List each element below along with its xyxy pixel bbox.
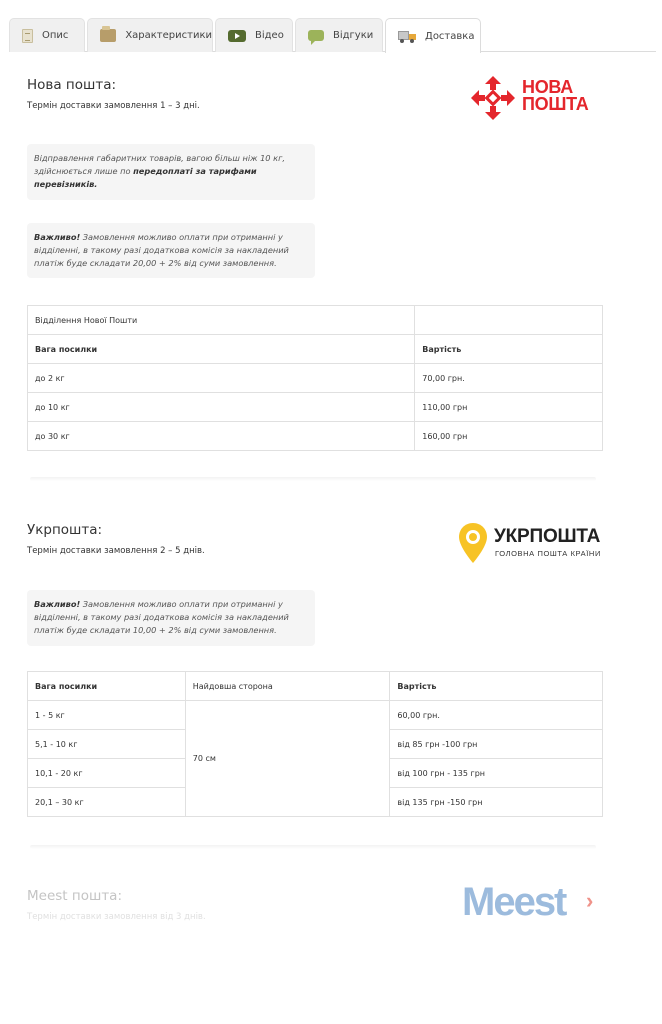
note-bold-text: Важливо! — [34, 232, 81, 242]
tab-delivery[interactable] — [385, 18, 481, 53]
video-icon — [228, 30, 246, 42]
table-row — [28, 422, 603, 451]
tab-description[interactable] — [9, 18, 85, 52]
logo-name: УКРПОШТА — [494, 526, 601, 547]
tab-characteristics[interactable] — [87, 18, 213, 52]
table-cell: 20,1 – 30 кг — [28, 788, 186, 817]
tab-label: Відео — [255, 30, 284, 41]
logo-text-line2: ПОШТА — [522, 94, 589, 114]
nova-poshta-term: Термін доставки замовлення 1 – 3 дні. — [27, 101, 200, 111]
table-cell: від 85 грн -100 грн — [390, 730, 603, 759]
logo-text-line1: НОВА — [522, 77, 573, 97]
nova-poshta-logo-icon — [470, 75, 516, 121]
comments-icon — [308, 30, 324, 41]
table-cell: 5,1 - 10 кг — [28, 730, 186, 759]
logo-text: Meest — [462, 880, 566, 924]
table-cell-longest-side: 70 см — [185, 701, 390, 817]
ukrposhta-pin-icon — [458, 522, 488, 564]
nova-poshta-note-important — [27, 223, 315, 278]
table-cell — [415, 306, 603, 335]
meest-title: Meest пошта: — [27, 888, 123, 904]
nova-poshta-title: Нова пошта: — [27, 77, 117, 93]
table-cell: до 2 кг — [28, 364, 415, 393]
tab-bar — [9, 18, 656, 52]
tab-label: Характеристики — [125, 30, 212, 41]
table-cell: від 100 грн - 135 грн — [390, 759, 603, 788]
ukrposhta-note-important — [27, 590, 315, 646]
meest-logo — [462, 880, 607, 930]
chevron-right-icon: › — [586, 888, 594, 913]
tab-label: Доставка — [425, 30, 475, 42]
table-cell: 60,00 грн. — [390, 701, 603, 730]
tab-video[interactable] — [215, 18, 293, 52]
document-icon — [22, 29, 33, 43]
nova-poshta-price-table — [27, 305, 603, 451]
table-header-row — [28, 335, 603, 364]
table-header: Вартість — [390, 672, 603, 701]
box-icon — [100, 29, 116, 42]
tab-label: Відгуки — [333, 30, 374, 41]
section-divider — [30, 845, 596, 849]
table-header: Вартість — [415, 335, 603, 364]
nova-poshta-note-oversize — [27, 144, 315, 200]
note-text: Замовлення можливо оплати при отриманні у відділенні, в такому разі додаткова комісія за накладений платіж буде складати 20,00 + 2% від суми замовлення. — [34, 232, 289, 268]
table-cell: до 30 кг — [28, 422, 415, 451]
table-cell: 110,00 грн — [415, 393, 603, 422]
table-header: Вага посилки — [28, 335, 415, 364]
ukrposhta-title: Укрпошта: — [27, 522, 103, 538]
table-cell: 1 - 5 кг — [28, 701, 186, 730]
table-cell: до 10 кг — [28, 393, 415, 422]
note-text: Відправлення габаритних товарів, вагою більш ніж 10 кг, здійснюється лише по — [34, 153, 285, 176]
table-header: Найдовша сторона — [185, 672, 390, 701]
table-row — [28, 364, 603, 393]
table-cell: від 135 грн -150 грн — [390, 788, 603, 817]
note-bold-text: Важливо! — [34, 599, 81, 609]
tab-reviews[interactable] — [295, 18, 383, 52]
nova-poshta-logo — [470, 75, 595, 121]
logo-tagline: ГОЛОВНА ПОШТА КРАЇНИ — [495, 549, 601, 558]
table-header: Вага посилки — [28, 672, 186, 701]
table-cell: 70,00 грн. — [415, 364, 603, 393]
note-text: Замовлення можливо оплати при отриманні у відділенні, в такому разі додаткова комісія за накладений платіж буде складати 10,00 + 2% від суми замовлення. — [34, 599, 289, 635]
ukrposhta-price-table — [27, 671, 603, 817]
meest-term: Термін доставки замовлення від 3 днів. — [27, 912, 206, 922]
table-caption: Відділення Нової Пошти — [28, 306, 415, 335]
ukrposhta-logo — [458, 522, 608, 566]
table-cell: 160,00 грн — [415, 422, 603, 451]
table-cell: 10,1 - 20 кг — [28, 759, 186, 788]
table-header-row — [28, 672, 603, 701]
note-bold-text: передоплаті за тарифами перевізників. — [34, 166, 257, 189]
ukrposhta-term: Термін доставки замовлення 2 – 5 днів. — [27, 546, 205, 556]
table-row — [28, 701, 603, 730]
section-divider — [30, 477, 596, 481]
table-row — [28, 393, 603, 422]
truck-icon — [398, 29, 416, 43]
table-row — [28, 306, 603, 335]
tab-label: Опис — [42, 30, 69, 41]
